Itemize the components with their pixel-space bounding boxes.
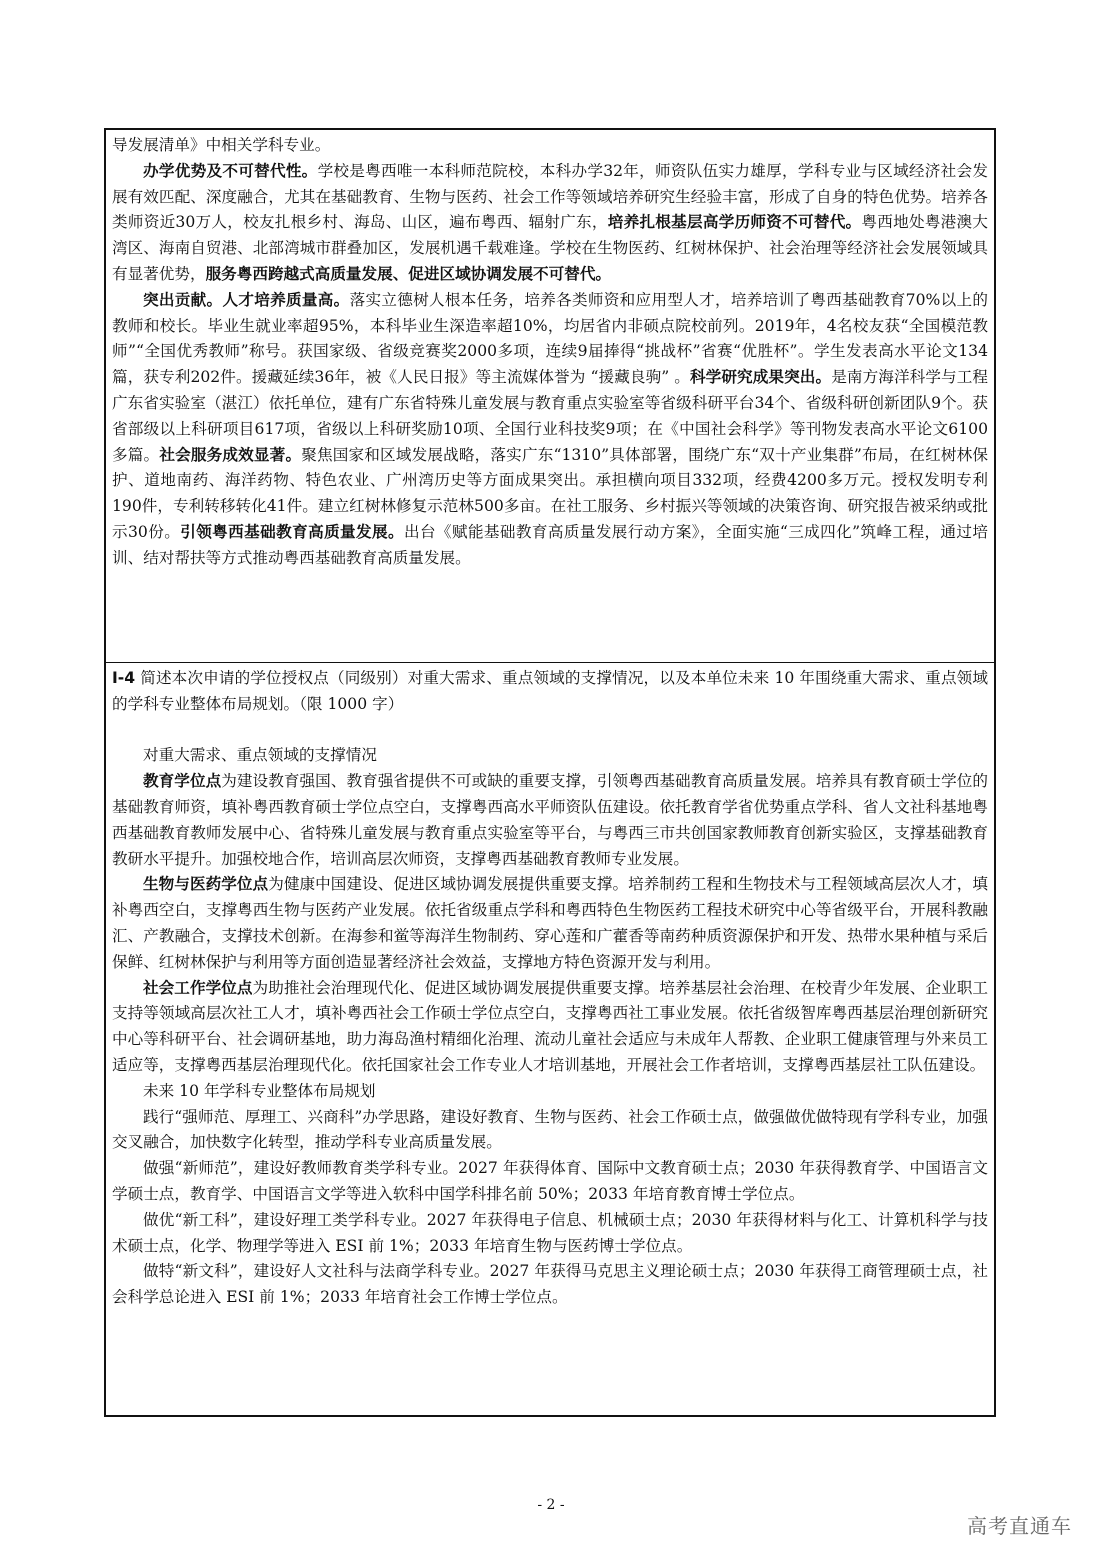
paragraph-intro: 导发展清单》中相关学科专业。: [112, 136, 331, 154]
bold-heading: 社会工作学位点: [143, 978, 253, 997]
bold-phrase: 社会服务成效显著。: [159, 445, 302, 464]
paragraph-plan-liberal-arts: 做特“新文科”，建设好人文社科与法商学科专业。2027 年获得马克思主义理论硕士点；2030 年获得工商管理硕士点，社会科学总论进入 ESI 前 1%；2033 年培育社会工作博士学位点。: [112, 1262, 988, 1307]
paragraph-plan-intro: 践行“强师范、厚理工、兴商科”办学思路，建设好教育、生物与医药、社会工作硕士点，做强做优做特现有学科专业，加强交叉融合，加快数字化转型，推动学科专业高质量发展。: [112, 1107, 988, 1152]
paragraph-plan-engineering: 做优“新工科”，建设好理工类学科专业。2027 年获得电子信息、机械硕士点；2030 年获得材料与化工、计算机科学与技术硕士点，化学、物理学等进入 ESI 前 1%；2033 年培育生物与医药博士学位点。: [112, 1210, 988, 1255]
bold-heading: 教育学位点: [143, 772, 222, 791]
paragraph-social-work: 社会工作学位点为助推社会治理现代化、促进区域协调发展提供重要支撑。培养基层社会治理、在校青少年发展、企业职工支持等领域高层次社工人才，填补粤西社会工作硕士学位点空白，支撑粤西社工事业发展。依托省级智库粤西基层治理创新研究中心等科研平台、社会调研基地，助力海岛渔村精细化治理、流动儿童社会适应与未成年人帮教、企业职工健康管理与外来员工适应等，支撑粤西基层治理现代化。依托国家社会工作专业人才培训基地，开展社会工作者培训，支撑粤西基层社工队伍建设。: [112, 978, 988, 1074]
blank-line: [112, 718, 988, 744]
bold-heading: 办学优势及不可替代性。: [143, 161, 318, 180]
paragraph-advantage: 办学优势及不可替代性。学校是粤西唯一本科师范院校，本科办学32年，师资队伍实力雄厚，学科专业与区域经济社会发展有效匹配、深度融合，尤其在基础教育、生物与医药、社会工作等领域培养研究生经验丰富，形成了自身的特色优势。培养各类师资近30万人，校友扎根乡村、海岛、山区，遍布粤西、辐射广东，培养扎根基层高学历师资不可替代。粤西地处粤港澳大湾区、海南自贸港、北部湾城市群叠加区，发展机遇千载难逢。学校在生物医药、红树林保护、社会治理等经济社会发展领域具有显著优势，服务粤西跨越式高质量发展、促进区域协调发展不可替代。: [112, 161, 988, 283]
question-number: I-4: [112, 669, 136, 687]
section-i3-cell: [106, 133, 994, 572]
subheading-support: 对重大需求、重点领域的支撑情况: [143, 746, 377, 765]
watermark: 高考直通车: [967, 1514, 1072, 1538]
bold-heading: 突出贡献。人才培养质量高。: [143, 290, 350, 309]
bold-phrase: 科学研究成果突出。: [689, 368, 832, 387]
section-i4-cell: [106, 666, 994, 1311]
bold-phrase: 引领粤西基础教育高质量发展。: [180, 522, 404, 541]
bold-phrase: 服务粤西跨越式高质量发展、促进区域协调发展不可替代。: [205, 264, 612, 283]
bold-heading: 生物与医药学位点: [143, 875, 269, 894]
paragraph-biomedicine: 生物与医药学位点为健康中国建设、促进区域协调发展提供重要支撑。培养制药工程和生物技术与工程领域高层次人才，填补粤西空白，支撑粤西生物与医药产业发展。依托省级重点学科和粤西特色生物医药工程技术研究中心等省级平台，开展科教融汇、产教融合，支撑技术创新。在海参和鲎等海洋生物制药、穿心莲和广藿香等南药种质资源保护和开发、热带水果种植与采后保鲜、红树林保护与利用等方面创造显著经济社会效益，支撑地方特色资源开发与利用。: [112, 875, 988, 971]
paragraph-education: 教育学位点为建设教育强国、教育强省提供不可或缺的重要支撑，引领粤西基础教育高质量发展。培养具有教育硕士学位的基础教育师资，填补粤西教育硕士学位点空白，支撑粤西高水平师资队伍建设。依托教育学省优势重点学科、省人文社科基地粤西基础教育教师发展中心、省特殊儿童发展与教育重点实验室等平台，与粤西三市共创国家教师教育创新实验区，支撑基础教育教研水平提升。加强校地合作，培训高层次师资，支撑粤西基础教育教师专业发展。: [112, 772, 988, 868]
row-divider: [106, 662, 994, 663]
question-i4: I-4 简述本次申请的学位授权点（同级别）对重大需求、重点领域的支撑情况，以及本单位未来 10 年围绕重大需求、重点领域的学科专业整体布局规划。（限 1000 字）: [112, 669, 988, 713]
form-table: [104, 128, 996, 1417]
page-number: - 2 -: [537, 1497, 565, 1513]
paragraph-contribution: 突出贡献。人才培养质量高。落实立德树人根本任务，培养各类师资和应用型人才，培养培训了粤西基础教育70%以上的教师和校长。毕业生就业率超95%，本科毕业生深造率超10%，均居省内非硕点院校前列。2019年，4名校友获“全国模范教师”“全国优秀教师”称号。获国家级、省级竞赛奖2000多项，连续9届捧得“挑战杯”省赛“优胜杯”。学生发表高水平论文134篇，获专利202件。援藏延续36年，被《人民日报》等主流媒体誉为 “援藏良驹” 。科学研究成果突出。是南方海洋科学与工程广东省实验室（湛江）依托单位，建有广东省特殊儿童发展与教育重点实验室等省级科研平台34个、省级科研创新团队9个。获省部级以上科研项目617项，省级以上科研奖励10项、全国行业科技奖9项；在《中国社会科学》等刊物发表高水平论文6100多篇。社会服务成效显著。聚焦国家和区域发展战略，落实广东“1310”具体部署，围绕广东“双十产业集群”布局，在红树林保护、道地南药、海洋药物、特色农业、广州湾历史等方面成果突出。承担横向项目332项，经费4200多万元。授权发明专利190件，专利转移转化41件。建立红树林修复示范林500多亩。在社工服务、乡村振兴等领域的决策咨询、研究报告被采纳或批示30份。引领粤西基础教育高质量发展。出台《赋能基础教育高质量发展行动方案》，全面实施“三成四化”筑峰工程，通过培训、结对帮扶等方式推动粤西基础教育高质量发展。: [112, 290, 988, 567]
bold-phrase: 培养扎根基层高学历师资不可替代。: [607, 213, 862, 232]
subheading-plan: 未来 10 年学科专业整体布局规划: [143, 1081, 376, 1100]
paragraph-plan-normal: 做强“新师范”，建设好教师教育类学科专业。2027 年获得体育、国际中文教育硕士点；2030 年获得教育学、中国语言文学硕士点，教育学、中国语言文学等进入软科中国学科排名前 50%；2033 年培育教育博士学位点。: [112, 1159, 988, 1203]
